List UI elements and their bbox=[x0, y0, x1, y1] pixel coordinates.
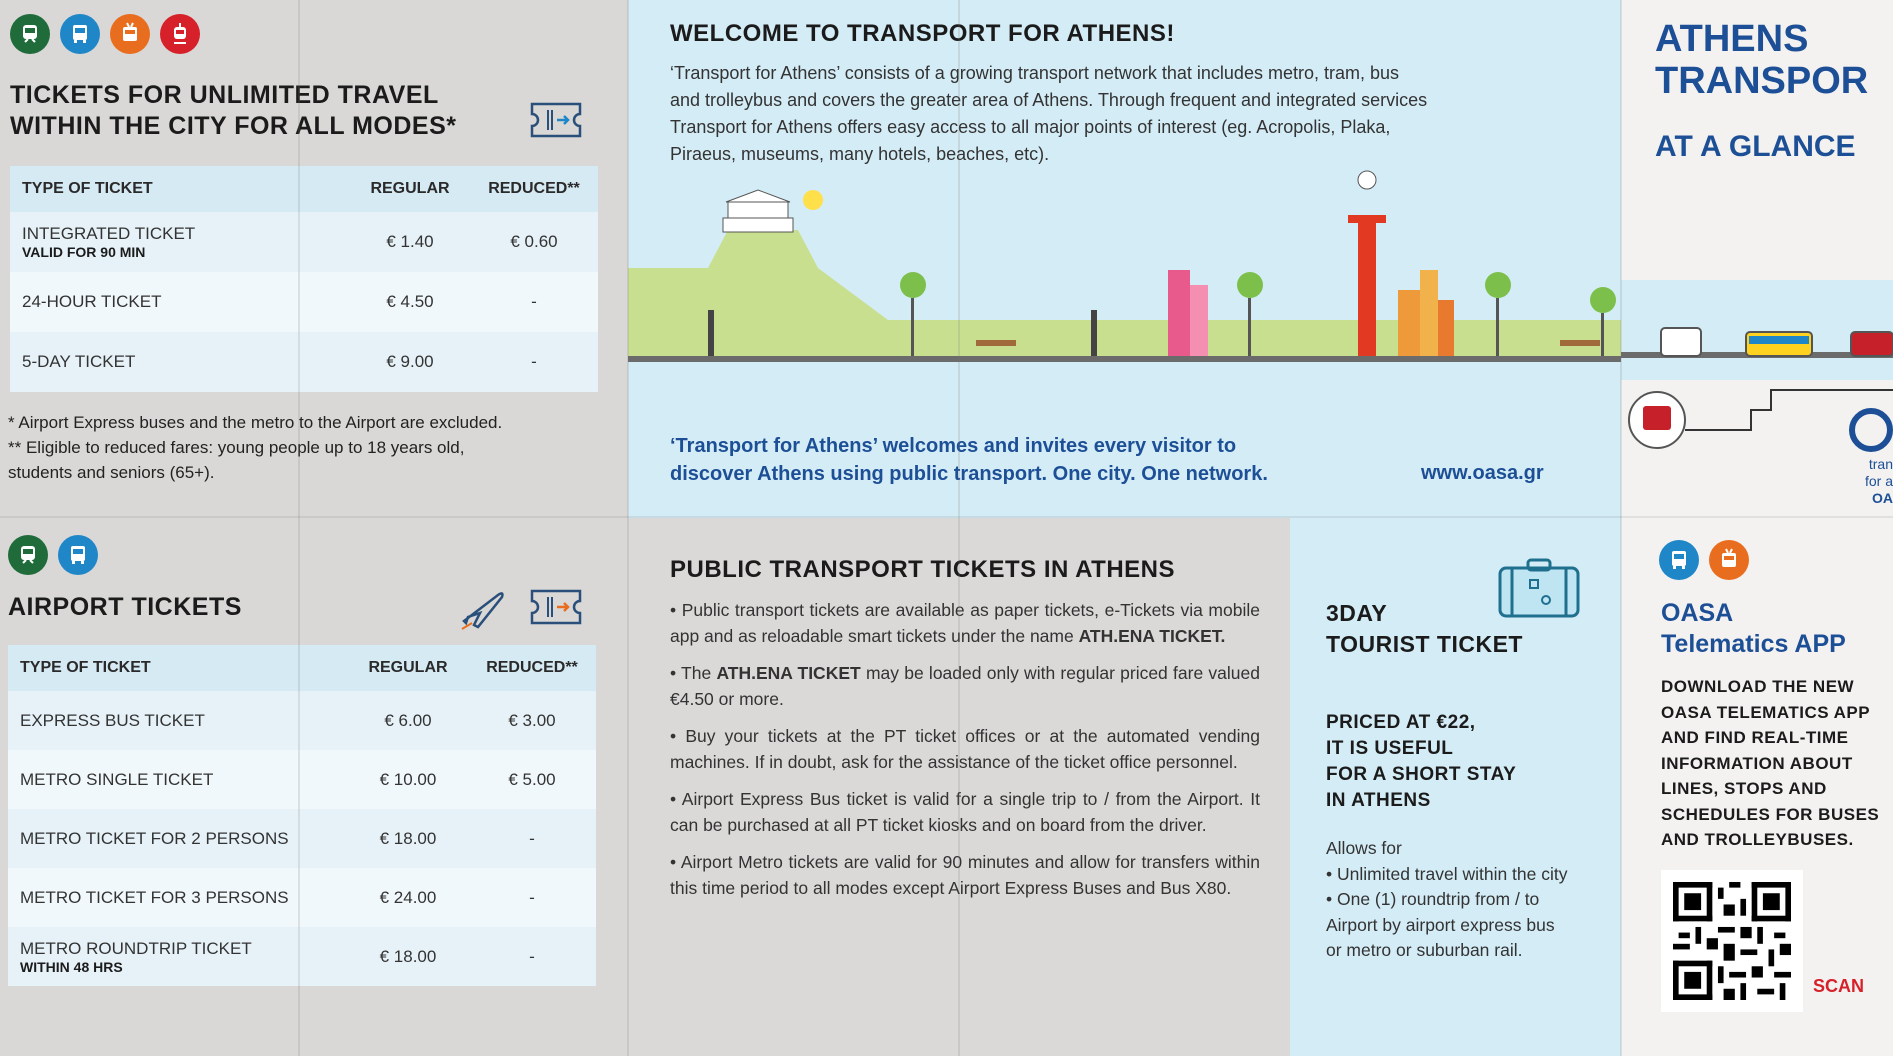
welcome-title: WELCOME TO TRANSPORT FOR ATHENS! bbox=[670, 20, 1175, 47]
cover-subtitle: AT A GLANCE bbox=[1655, 130, 1856, 163]
welcome-invite: ‘Transport for Athens’ welcomes and invites every visitor to discover Athens using public transport. One city. One network. bbox=[670, 435, 1268, 485]
reduced-price: € 3.00 bbox=[508, 710, 556, 730]
bus-icon bbox=[58, 535, 98, 575]
ticket-name: METRO SINGLE TICKET bbox=[8, 750, 348, 809]
fold-line bbox=[958, 0, 960, 1056]
tourist-title: 3DAY TOURIST TICKET bbox=[1326, 600, 1523, 657]
bullet-metro: • Airport Metro tickets are valid for 90 minutes and allow for transfers within this time period to all modes except Airport Express Buses and Bus X80. bbox=[670, 852, 1260, 898]
metro-icon bbox=[8, 535, 48, 575]
bullet-formats: • Public transport tickets are available as paper tickets, e-Tickets via mobile app and as reloadable smart tickets under the name ATH.ENA TICKET. bbox=[670, 600, 1260, 646]
ticket-icon bbox=[528, 100, 584, 145]
table-row bbox=[10, 212, 598, 272]
airport-table bbox=[8, 645, 596, 986]
airport-mode-icons bbox=[8, 535, 98, 575]
airport-tickets-panel bbox=[0, 515, 628, 1056]
table-row bbox=[8, 809, 596, 868]
welcome-panel bbox=[628, 0, 1621, 518]
unlimited-table bbox=[10, 166, 598, 392]
tourist-allows: Allows for • Unlimited travel within the city • One (1) roundtrip from / to Airport by airport express bus or metro or suburban rail. bbox=[1326, 838, 1568, 960]
mode-icons bbox=[10, 14, 200, 54]
airport-title: AIRPORT TICKETS bbox=[8, 593, 242, 621]
bullet-athena: • The ATH.ENA TICKET may be loaded only with regular priced fare valued €4.50 or more. bbox=[670, 663, 1260, 709]
regular-price: € 4.50 bbox=[350, 272, 470, 332]
oasa-logo-ring bbox=[1849, 408, 1893, 452]
app-mode-icons bbox=[1659, 540, 1749, 580]
tourist-price: PRICED AT €22, IT IS USEFUL FOR A SHORT STAY IN ATHENS bbox=[1326, 712, 1517, 811]
airplane-icon bbox=[458, 587, 508, 638]
bus-icon bbox=[60, 14, 100, 54]
regular-price: € 10.00 bbox=[348, 750, 468, 809]
ticket-icon bbox=[528, 587, 584, 632]
ticket-name: 5-DAY TICKET bbox=[22, 352, 136, 371]
regular-price: € 18.00 bbox=[379, 828, 437, 848]
table-row bbox=[8, 868, 596, 927]
ticket-name: METRO TICKET FOR 2 PERSONS bbox=[20, 828, 289, 848]
tourist-ticket-panel bbox=[1290, 518, 1621, 1056]
cover-title: ATHENS TRANSPOR bbox=[1655, 18, 1869, 102]
app-title: OASA Telematics APP bbox=[1661, 599, 1846, 658]
unlimited-travel-panel bbox=[0, 0, 628, 515]
regular-price: € 18.00 bbox=[379, 946, 437, 966]
table-row bbox=[10, 332, 598, 392]
reduced-price: - bbox=[468, 868, 596, 927]
public-bullets bbox=[670, 598, 1260, 913]
ticket-name: METRO TICKET FOR 3 PERSONS bbox=[8, 868, 348, 927]
fold-line bbox=[627, 0, 629, 1056]
table-header-row bbox=[8, 645, 596, 691]
reduced-price: € 0.60 bbox=[510, 232, 558, 251]
note-reduced: ** Eligible to reduced fares: young people up to 18 years old, bbox=[8, 438, 465, 457]
trolleybus-icon bbox=[1709, 540, 1749, 580]
qr-code[interactable] bbox=[1661, 870, 1803, 1012]
regular-price: € 6.00 bbox=[384, 710, 432, 730]
header-regular: REGULAR bbox=[348, 645, 468, 691]
regular-price: € 24.00 bbox=[348, 868, 468, 927]
welcome-intro: ‘Transport for Athens’ consists of a growing transport network that includes metro, tram, bus and trolleybus and covers the greater area of Athens. Through frequent and integrated services Transport for Athens offers easy access to all major points of interest (eg. Acropolis, Plaka, Piraeus, museums, many hotels, beaches, etc). bbox=[670, 63, 1428, 164]
bullet-buy: • Buy your tickets at the PT ticket offices or at the automated vending machines. If in doubt, ask for the assistance of the ticket office personnel. bbox=[670, 726, 1260, 772]
bullet-express: • Airport Express Bus ticket is valid for a single trip to / from the Airport. It can be purchased at all PT ticket kiosks and on board from the driver. bbox=[670, 789, 1260, 835]
public-title: PUBLIC TRANSPORT TICKETS IN ATHENS bbox=[670, 556, 1176, 583]
bus-icon bbox=[1659, 540, 1699, 580]
note-reduced-cont: students and seniors (65+). bbox=[8, 463, 215, 482]
fold-line bbox=[298, 0, 300, 1056]
scan-label: SCAN bbox=[1813, 976, 1865, 996]
tram-icon bbox=[160, 14, 200, 54]
header-type: TYPE OF TICKET bbox=[10, 166, 350, 212]
regular-price: € 1.40 bbox=[386, 232, 434, 251]
ticket-name: INTEGRATED TICKET VALID FOR 90 MIN bbox=[22, 224, 196, 260]
app-description: DOWNLOAD THE NEW OASA TELEMATICS APP AND FIND REAL-TIME INFORMATION ABOUT LINES, STOPS AND SCHEDULES FOR BUSES AND TROLLEYBUSES. bbox=[1661, 677, 1880, 849]
reduced-price: - bbox=[531, 352, 537, 371]
table-row bbox=[8, 927, 596, 986]
ticket-name: 24-HOUR TICKET bbox=[10, 272, 350, 332]
regular-price: € 9.00 bbox=[386, 352, 434, 371]
metro-icon bbox=[10, 14, 50, 54]
ticket-name: METRO ROUNDTRIP TICKET WITHIN 48 HRS bbox=[20, 938, 252, 975]
oasa-website-link[interactable]: www.oasa.gr bbox=[1421, 462, 1544, 484]
fold-line bbox=[1620, 0, 1622, 1056]
fold-line bbox=[0, 516, 1893, 518]
city-skyline-illustration bbox=[628, 160, 1621, 380]
reduced-price: € 5.00 bbox=[468, 750, 596, 809]
reduced-price: - bbox=[470, 272, 598, 332]
table-row bbox=[8, 750, 596, 809]
trolleybus-icon bbox=[110, 14, 150, 54]
header-reduced: REDUCED** bbox=[468, 645, 596, 691]
oasa-logo-text: tran for a OA bbox=[1864, 456, 1893, 506]
cover-panel bbox=[1621, 0, 1893, 1056]
table-row bbox=[8, 691, 596, 750]
reduced-price: - bbox=[529, 828, 535, 848]
table-header-row bbox=[10, 166, 598, 212]
header-type: TYPE OF TICKET bbox=[8, 645, 348, 691]
unlimited-notes bbox=[8, 410, 608, 485]
header-regular: REGULAR bbox=[350, 166, 470, 212]
table-row bbox=[10, 272, 598, 332]
header-reduced: REDUCED** bbox=[470, 166, 598, 212]
ticket-name: EXPRESS BUS TICKET bbox=[20, 710, 205, 730]
note-excluded: * Airport Express buses and the metro to the Airport are excluded. bbox=[8, 413, 503, 432]
reduced-price: - bbox=[529, 946, 535, 966]
unlimited-title: TICKETS FOR UNLIMITED TRAVEL WITHIN THE CITY FOR ALL MODES* bbox=[10, 81, 457, 140]
